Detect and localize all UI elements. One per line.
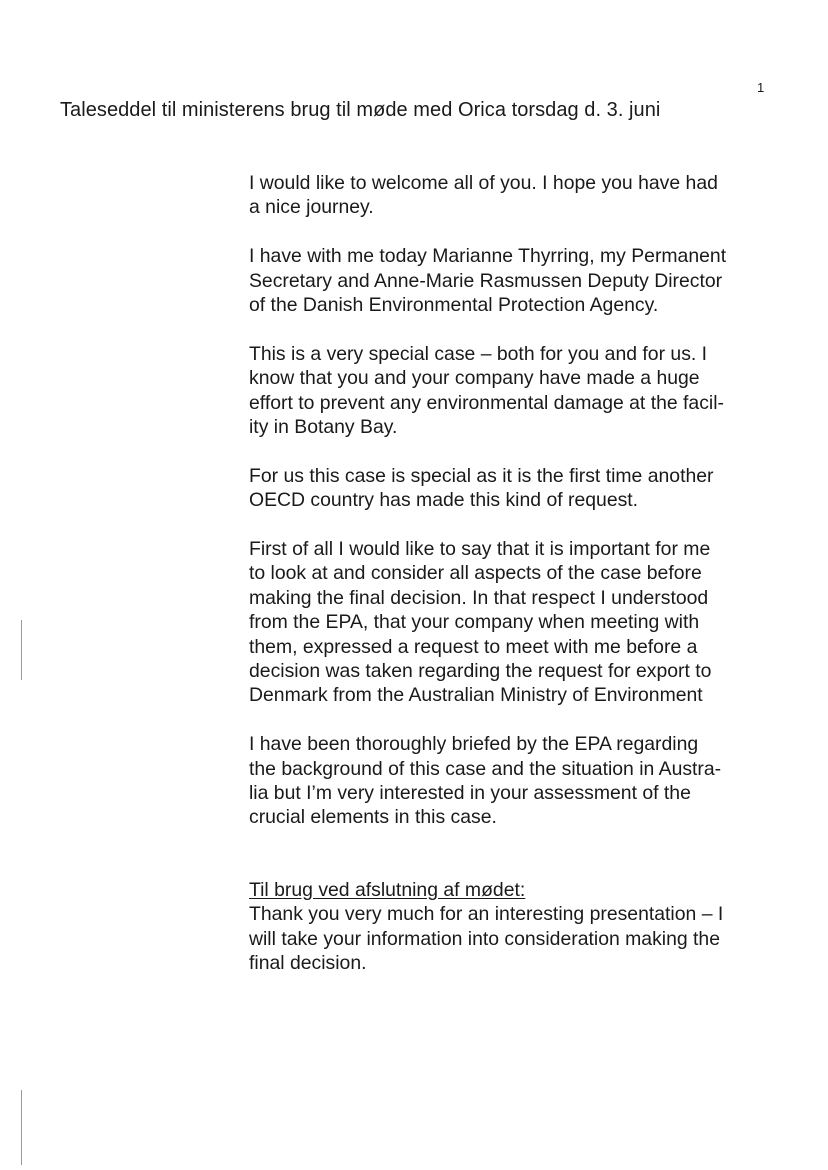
text-line: Secretary and Anne-Marie Rasmussen Deputy Director xyxy=(249,269,723,292)
text-line: I have with me today Marianne Thyrring, my Permanent xyxy=(249,245,727,268)
text-line: decision was taken regarding the request for export to xyxy=(249,660,712,683)
text-line: the background of this case and the situation in Austra- xyxy=(249,757,722,780)
text-line: I have been thoroughly briefed by the EPA regarding xyxy=(249,733,699,756)
text-line: crucial elements in this case. xyxy=(249,806,497,829)
text-line: Thank you very much for an interesting presentation – I xyxy=(249,903,724,926)
paragraph-oecd-request xyxy=(249,464,779,513)
paragraph-welcome xyxy=(249,171,779,220)
text-line: This is a very special case – both for you and for us. I xyxy=(249,342,708,365)
scan-margin-mark xyxy=(21,620,22,680)
text-line: of the Danish Environmental Protection Agency. xyxy=(249,294,659,317)
closing-heading: Til brug ved afslutning af mødet: xyxy=(249,878,526,901)
speech-body xyxy=(249,171,779,976)
text-line: know that you and your company have made a huge xyxy=(249,367,700,390)
closing-section xyxy=(249,878,779,976)
text-line: OECD country has made this kind of request. xyxy=(249,489,639,512)
page-number: 1 xyxy=(757,80,765,95)
text-line: First of all I would like to say that it is important for me xyxy=(249,538,711,561)
text-line: them, expressed a request to meet with me before a xyxy=(249,635,698,658)
text-line: For us this case is special as it is the first time another xyxy=(249,464,714,487)
text-line: will take your information into consideration making the xyxy=(249,927,720,950)
text-line: making the final decision. In that respect I understood xyxy=(249,586,709,609)
page-title: Taleseddel til ministerens brug til møde med Orica torsdag d. 3. juni xyxy=(60,99,661,121)
text-line: from the EPA, that your company when meeting with xyxy=(249,611,700,634)
text-line: final decision. xyxy=(249,952,367,975)
paragraph-special-case xyxy=(249,342,779,440)
text-line: ity in Botany Bay. xyxy=(249,416,398,439)
text-line: I would like to welcome all of you. I hope you have had xyxy=(249,172,718,194)
paragraph-briefed xyxy=(249,732,779,830)
paragraph-introductions xyxy=(249,244,779,317)
text-line: lia but I’m very interested in your assessment of the xyxy=(249,782,691,805)
text-line: Denmark from the Australian Ministry of Environment xyxy=(249,684,703,707)
paragraph-consider-aspects xyxy=(249,537,779,708)
scan-margin-mark xyxy=(21,1090,22,1165)
text-line: effort to prevent any environmental damage at the facil- xyxy=(249,391,724,414)
text-line: to look at and consider all aspects of the case before xyxy=(249,562,702,585)
text-line: a nice journey. xyxy=(249,196,374,219)
